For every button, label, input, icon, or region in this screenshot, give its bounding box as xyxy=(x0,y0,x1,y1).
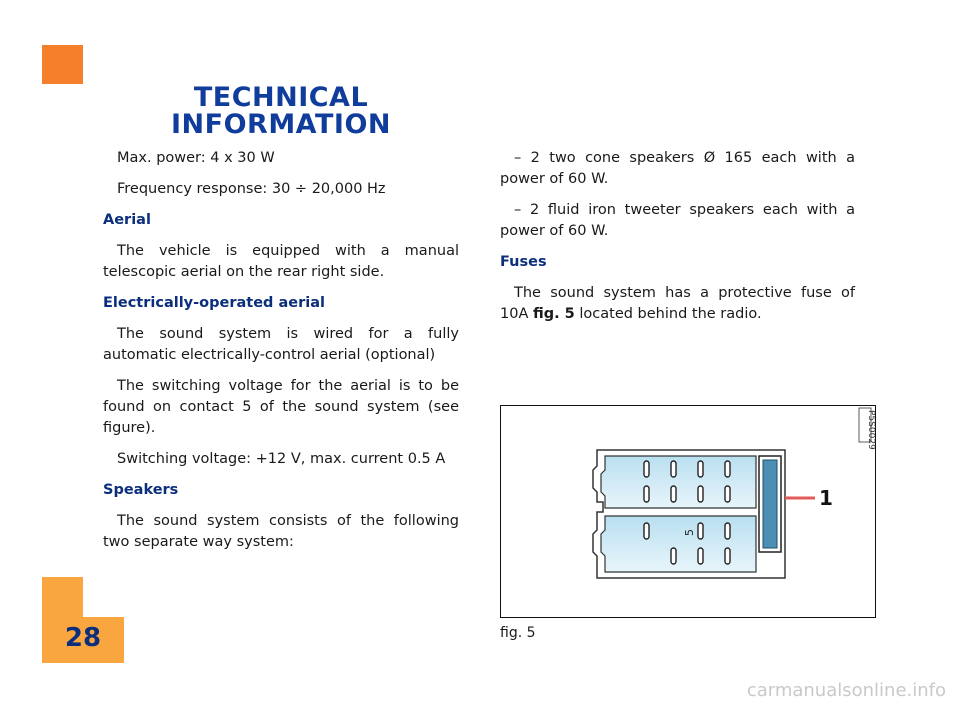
max-power-text: Max. power: 4 x 30 W xyxy=(117,150,275,166)
figure-code: P5S0029 xyxy=(866,410,875,450)
heading-fuses: Fuses xyxy=(500,254,547,270)
callout-number: 1 xyxy=(819,486,833,510)
title-line-2: INFORMATION xyxy=(170,109,391,140)
title-line-1: TECHNICAL xyxy=(193,82,369,113)
page-number: 28 xyxy=(64,623,102,653)
heading-electric-aerial: Electrically-operated aerial xyxy=(103,295,325,311)
electric-aerial-text: The sound system is wired for a fully automatic electrically-control aerial (optional) xyxy=(103,326,459,363)
fuse-text-b: located behind the radio. xyxy=(574,306,762,322)
fig-reference: fig. 5 xyxy=(532,306,575,322)
figure-caption: fig. 5 xyxy=(500,625,536,641)
heading-aerial: Aerial xyxy=(103,212,151,228)
heading-speakers: Speakers xyxy=(103,482,179,498)
frequency-text: Frequency response: 30 ÷ 20,000 Hz xyxy=(117,181,386,197)
watermark: carmanualsonline.info xyxy=(746,680,946,701)
page-number-tab xyxy=(42,577,124,663)
switching-voltage-location-text: The switching voltage for the aerial is to be found on contact 5 of the sound system (see figure). xyxy=(103,378,459,436)
upper-block xyxy=(601,456,756,508)
orange-corner-square xyxy=(42,45,83,84)
contact-5-label: 5 xyxy=(683,529,696,536)
fuse xyxy=(763,460,777,548)
lower-block xyxy=(601,516,756,572)
fuse-text xyxy=(500,283,855,325)
right-column xyxy=(500,148,855,325)
connector-diagram xyxy=(501,406,875,617)
speakers-text: The sound system consists of the following two separate way system: xyxy=(103,513,459,550)
fuse-text-a: The sound system has a protective fuse of 10A xyxy=(500,285,855,322)
left-column xyxy=(103,148,459,553)
aerial-text: The vehicle is equipped with a manual telescopic aerial on the rear right side. xyxy=(103,243,459,280)
switching-voltage-text: Switching voltage: +12 V, max. current 0.5 A xyxy=(117,451,446,467)
tweeter-speakers-text: – 2 fluid iron tweeter speakers each with a power of 60 W. xyxy=(500,202,855,239)
page-title xyxy=(150,84,412,138)
cone-speakers-text: – 2 two cone speakers Ø 165 each with a power of 60 W. xyxy=(500,150,855,187)
figure-5 xyxy=(500,405,876,618)
